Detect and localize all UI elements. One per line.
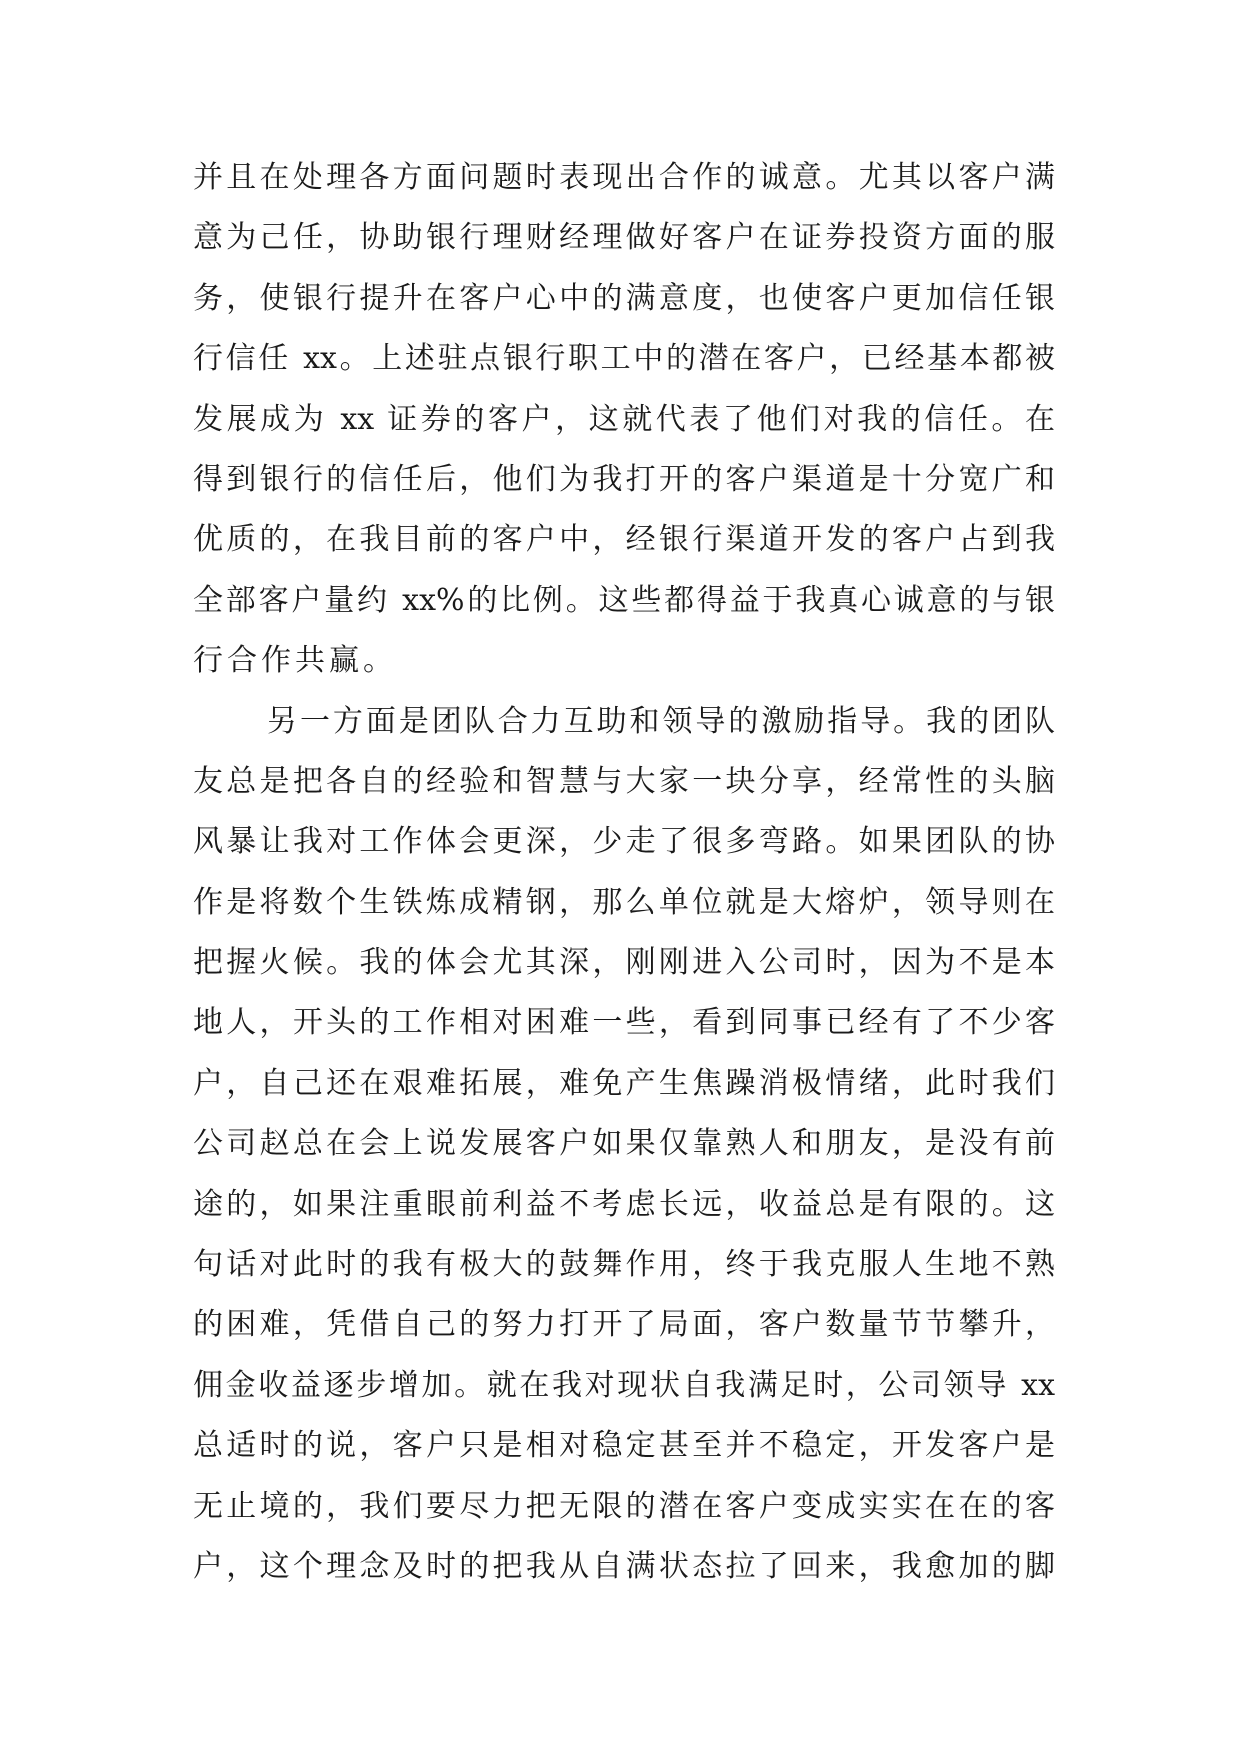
text-line: 途的，如果注重眼前利益不考虑长远，收益总是有限的。这: [193, 1186, 1055, 1222]
text-line: 意为己任，协助银行理财经理做好客户在证券投资方面的服: [193, 220, 1055, 256]
text-line: 把握火候。我的体会尤其深，刚刚进入公司时，因为不是本: [193, 945, 1055, 981]
paragraph-2: [193, 702, 1055, 1608]
text-line: 得到银行的信任后，他们为我打开的客户渠道是十分宽广和: [193, 461, 1055, 497]
text-line: 公司赵总在会上说发展客户如果仅靠熟人和朋友，是没有前: [193, 1126, 1055, 1162]
text-line: 地人，开头的工作相对困难一些，看到同事已经有了不少客: [193, 1005, 1055, 1041]
text-line: 户，这个理念及时的把我从自满状态拉了回来，我愈加的脚: [193, 1548, 1055, 1584]
text-line: 风暴让我对工作体会更深，少走了很多弯路。如果团队的协: [193, 824, 1055, 860]
text-line: 并且在处理各方面问题时表现出合作的诚意。尤其以客户满: [193, 160, 1055, 195]
text-line: 作是将数个生铁炼成精钢，那么单位就是大熔炉，领导则在: [193, 884, 1055, 920]
text-line: 行合作共赢。: [193, 643, 397, 679]
text-line: 发展成为 xx 证券的客户，这就代表了他们对我的信任。在: [193, 401, 1055, 437]
document-body: [193, 158, 1055, 1607]
text-line: 总适时的说，客户只是相对稳定甚至并不稳定，开发客户是: [193, 1428, 1055, 1464]
text-line: 句话对此时的我有极大的鼓舞作用，终于我克服人生地不熟: [193, 1247, 1055, 1283]
text-line: 全部客户量约 xx%的比例。这些都得益于我真心诚意的与银: [193, 582, 1055, 618]
text-line: 户，自己还在艰难拓展，难免产生焦躁消极情绪，此时我们: [193, 1065, 1055, 1101]
text-line: 无止境的，我们要尽力把无限的潜在客户变成实实在在的客: [193, 1488, 1055, 1524]
paragraph-1: [193, 158, 1055, 702]
text-line: 务，使银行提升在客户心中的满意度，也使客户更加信任银: [193, 280, 1055, 316]
text-line: 优质的，在我目前的客户中，经银行渠道开发的客户占到我: [193, 522, 1055, 558]
text-line: 佣金收益逐步增加。就在我对现状自我满足时，公司领导 xx: [193, 1367, 1055, 1403]
text-line: 另一方面是团队合力互助和领导的激励指导。我的团队: [267, 703, 1055, 739]
text-line: 的困难，凭借自己的努力打开了局面，客户数量节节攀升，: [193, 1307, 1055, 1343]
text-line: 友总是把各自的经验和智慧与大家一块分享，经常性的头脑: [193, 763, 1055, 799]
text-line: 行信任 xx。上述驻点银行职工中的潜在客户，已经基本都被: [193, 341, 1055, 377]
